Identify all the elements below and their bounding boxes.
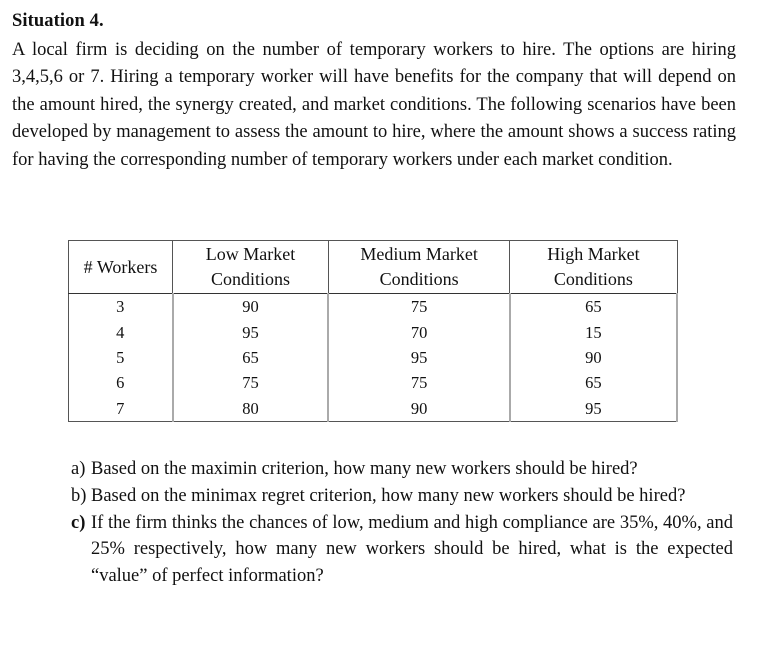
cell-low: 95 [173, 319, 329, 344]
cell-medium: 95 [328, 345, 509, 370]
cell-low: 90 [173, 294, 329, 320]
cell-workers: 3 [69, 294, 173, 320]
question-text: Based on the maximin criterion, how many new workers should be hired? [91, 459, 638, 479]
table-row [69, 294, 678, 320]
cell-high: 65 [510, 370, 677, 395]
table-row [69, 319, 678, 344]
question-text: If the firm thinks the chances of low, medium and high compliance are 35%, 40%, and 25% respectively, how many new workers should be hired, what is the expected “value” of perfect information? [91, 512, 733, 587]
cell-medium: 90 [328, 396, 509, 422]
table-header-row [69, 241, 678, 294]
cell-high: 65 [510, 294, 677, 320]
cell-medium: 75 [328, 294, 509, 320]
cell-workers: 4 [69, 319, 173, 344]
question-a [71, 456, 733, 483]
table-row [69, 345, 678, 370]
cell-low: 80 [173, 396, 329, 422]
cell-low: 75 [173, 370, 329, 395]
cell-high: 15 [510, 319, 677, 344]
cell-workers: 7 [69, 396, 173, 422]
question-c [71, 510, 733, 590]
cell-workers: 5 [69, 345, 173, 370]
intro-paragraph: A local firm is deciding on the number of temporary workers to hire. The options are hiring 3,4,5,6 or 7. Hiring a temporary worker will have benefits for the company that will depend on the amount hired, the synergy created, and market conditions. The following scenarios have been developed by management to assess the amount to hire, where the amount shows a success rating for having the corresponding number of temporary workers under each market condition. [12, 40, 736, 170]
situation-title: Situation 4. [12, 11, 104, 31]
cell-high: 90 [510, 345, 677, 370]
cell-medium: 75 [328, 370, 509, 395]
question-label: a) [71, 459, 86, 479]
table-row [69, 370, 678, 395]
question-text: Based on the minimax regret criterion, how many new workers should be hired? [91, 485, 686, 506]
header-workers: # Workers [69, 241, 173, 294]
header-low-market: Low Market Conditions [173, 241, 329, 294]
cell-workers: 6 [69, 370, 173, 395]
table-row [69, 396, 678, 422]
question-label: c) [71, 512, 86, 533]
question-list [71, 456, 733, 590]
cell-low: 65 [173, 345, 329, 370]
header-medium-market: Medium Market Conditions [328, 241, 509, 294]
header-high-market: High Market Conditions [510, 241, 677, 294]
question-b [71, 483, 733, 510]
scenario-table [68, 240, 678, 422]
cell-medium: 70 [328, 319, 509, 344]
cell-high: 95 [510, 396, 677, 422]
question-label: b) [71, 485, 87, 506]
